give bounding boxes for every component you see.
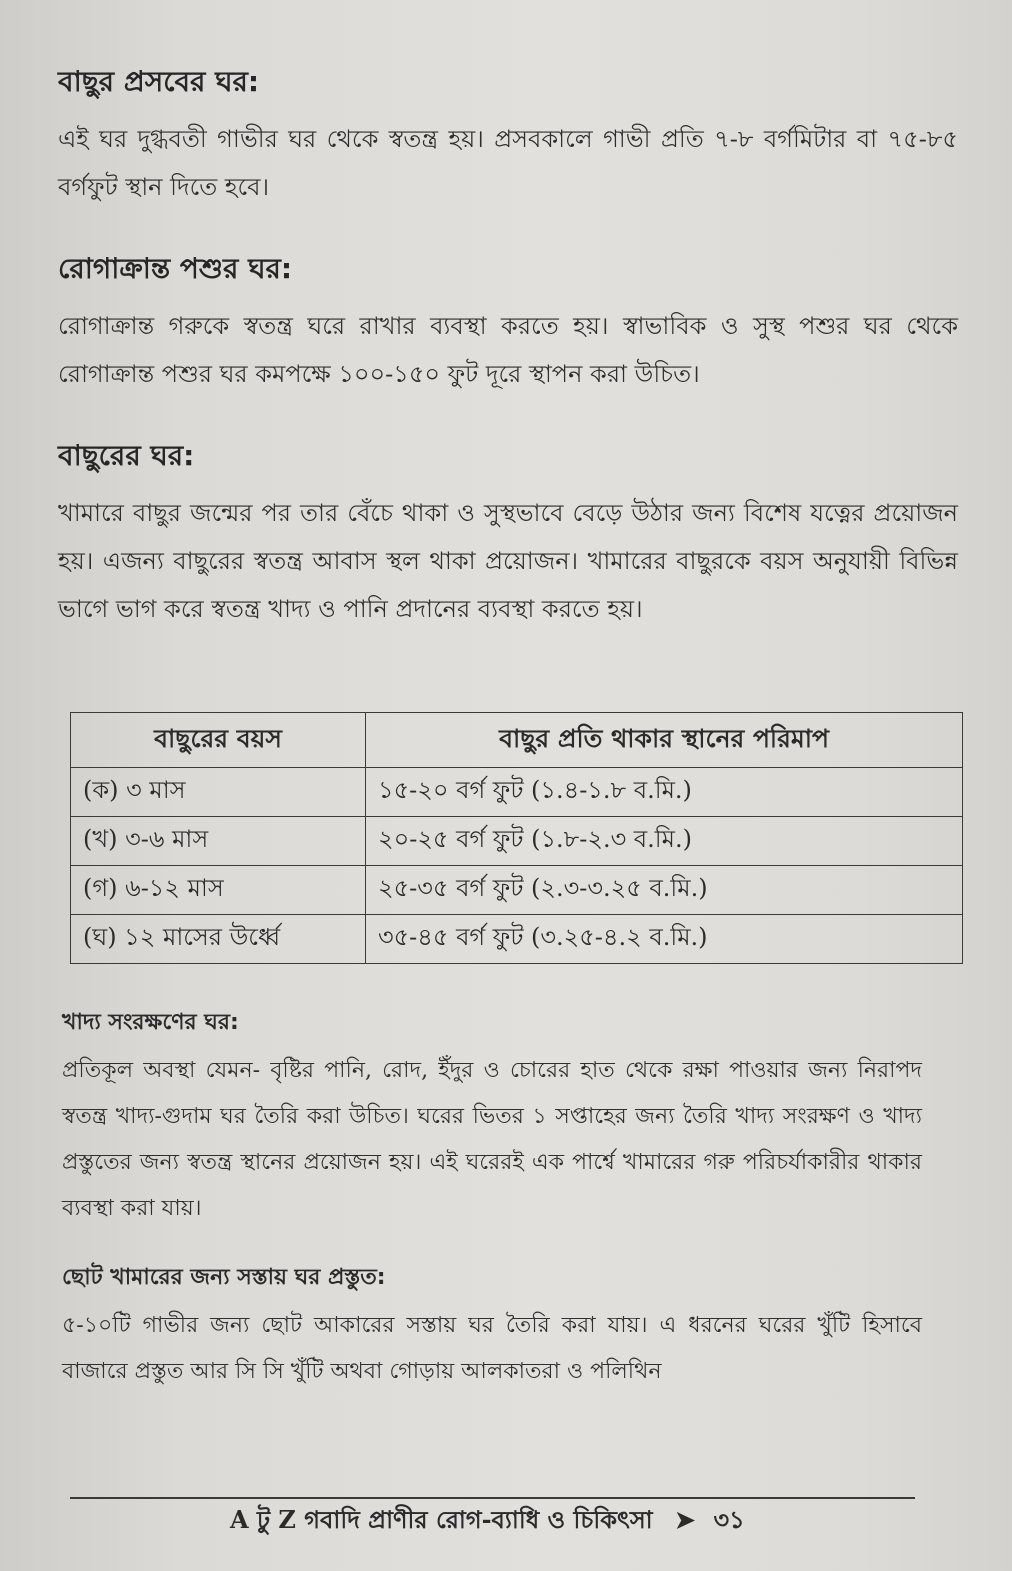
table-cell-space: ১৫-২০ বর্গ ফুট (১.৪-১.৮ ব.মি.) [366,768,963,817]
table-header-row [71,713,963,768]
section-heading-sick-animal-house: রোগাক্রান্ত পশুর ঘর: [58,252,293,285]
upper-content [58,60,958,633]
section-body-calf-house: খামারে বাছুর জন্মের পর তার বেঁচে থাকা ও সুস্থভাবে বেড়ে উঠার জন্য বিশেষ যত্নের প্রয়োজন হয়। এজন্য বাছুরের স্বতন্ত্র আবাস স্থল থাকা প্রয়োজন। খামারের বাছুরকে বয়স অনুযায়ী বিভিন্ন ভাগে ভাগ করে স্বতন্ত্র খাদ্য ও পানি প্রদানের ব্যবস্থা করতে হয়। [58,499,958,623]
page-number: ৩১ [713,1505,745,1534]
section-heading-calving-house: বাছুর প্রসবের ঘর: [58,65,260,98]
section-heading-feed-storage: খাদ্য সংরক্ষণের ঘর: [62,1010,239,1035]
footer-divider [70,1497,915,1499]
table-cell-age: (ঘ) ১২ মাসের উর্ধ্বে [71,915,366,964]
section-body-feed-storage: প্রতিকূল অবস্থা যেমন- বৃষ্টির পানি, রোদ, ইঁদুর ও চোরের হাত থেকে রক্ষা পাওয়ার জন্য নিরাপদ স্বতন্ত্র খাদ্য-গুদাম ঘর তৈরি করা উচিত। ঘরের ভিতর ১ সপ্তাহের জন্য তৈরি খাদ্য সংরক্ষণ ও খাদ্য প্রস্তুতের জন্য স্বতন্ত্র স্থানের প্রয়োজন হয়। এই ঘরেরই এক পার্শ্বে খামারের গরু পরিচর্যাকারীর থাকার ব্যবস্থা করা যায়। [62,1058,922,1221]
table-row [71,817,963,866]
page-footer [230,1502,745,1542]
table-cell-space: ২০-২৫ বর্গ ফুট (১.৮-২.৩ ব.মি.) [366,817,963,866]
section-body-low-cost-house: ৫-১০টি গাভীর জন্য ছোট আকারের সস্তায় ঘর তৈরি করা যায়। এ ধরনের ঘরের খুঁটি হিসাবে বাজারে প্রস্তুত আর সি সি খুঁটি অথবা গোড়ায় আলকাতরা ও পলিথিন [62,1313,922,1384]
table-cell-age: (গ) ৬-১২ মাস [71,866,366,915]
section-body-calving-house: এই ঘর দুগ্ধবতী গাভীর ঘর থেকে স্বতন্ত্র হয়। প্রসবকালে গাভী প্রতি ৭-৮ বর্গমিটার বা ৭৫-৮৫ বর্গফুট স্থান দিতে হবে। [58,125,958,201]
table-cell-space: ৩৫-৪৫ বর্গ ফুট (৩.২৫-৪.২ ব.মি.) [366,915,963,964]
table-header-space: বাছুর প্রতি থাকার স্থানের পরিমাপ [366,713,963,768]
table-cell-space: ২৫-৩৫ বর্গ ফুট (২.৩-৩.২৫ ব.মি.) [366,866,963,915]
table-row [71,915,963,964]
section-heading-low-cost-house: ছোট খামারের জন্য সস্তায় ঘর প্রস্তুত: [62,1265,386,1290]
lower-content [62,1005,922,1395]
table-header-age: বাছুরের বয়স [71,713,366,768]
book-title: A টু Z গবাদি প্রাণীর রোগ-ব্যাধি ও চিকিৎসা [230,1505,653,1534]
table-cell-age: (ক) ৩ মাস [71,768,366,817]
calf-space-table [70,712,963,964]
table-cell-age: (খ) ৩-৬ মাস [71,817,366,866]
section-heading-calf-house: বাছুরের ঘর: [58,439,195,472]
table-row [71,768,963,817]
table-row [71,866,963,915]
arrow-icon: ➤ [675,1505,696,1534]
section-body-sick-animal-house: রোগাক্রান্ত গরুকে স্বতন্ত্র ঘরে রাখার ব্যবস্থা করতে হয়। স্বাভাবিক ও সুস্থ পশুর ঘর থেকে রোগাক্রান্ত পশুর ঘর কমপক্ষে ১০০-১৫০ ফুট দূরে স্থাপন করা উচিত। [58,312,958,388]
